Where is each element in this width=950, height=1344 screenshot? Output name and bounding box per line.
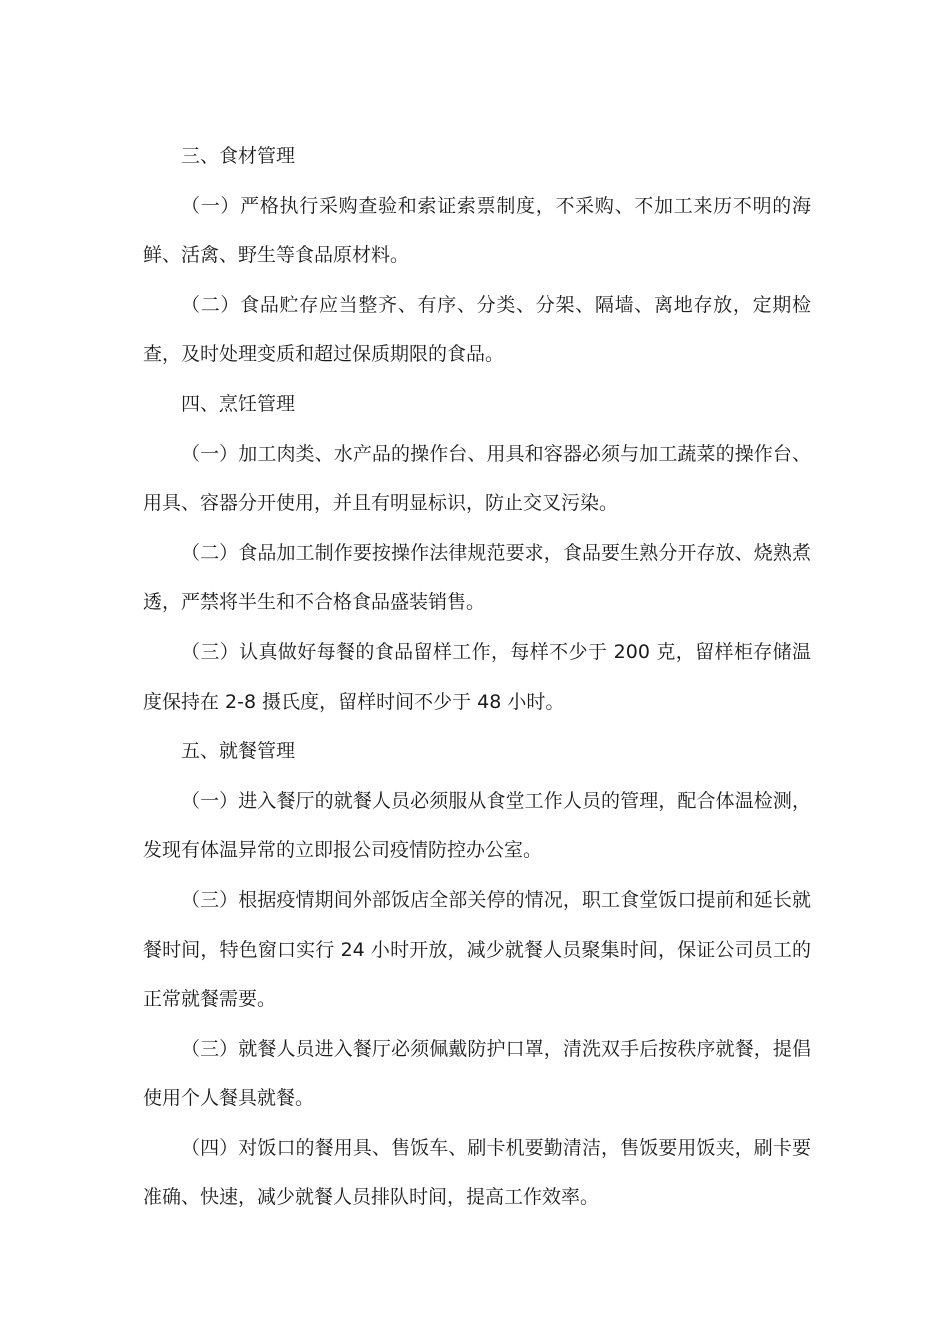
- paragraph: （三）就餐人员进入餐厅必须佩戴防护口罩，清洗双手后按秩序就餐，提倡使用个人餐具就餐。: [143, 1037, 811, 1110]
- section-heading-food-materials: 三、食材管理: [181, 145, 296, 167]
- paragraph: （一）加工肉类、水产品的操作台、用具和容器必须与加工蔬菜的操作台、用具、容器分开使用，并且有明显标识，防止交叉污染。: [143, 442, 811, 515]
- section-heading-cooking: 四、烹饪管理: [181, 392, 296, 415]
- paragraph: （一）进入餐厅的就餐人员必须服从食堂工作人员的管理，配合体温检测，发现有体温异常的立即报公司疫情防控办公室。: [143, 789, 811, 862]
- paragraph: （一）严格执行采购查验和索证索票制度，不采购、不加工来历不明的海鲜、活禽、野生等食品原材料。: [143, 194, 811, 267]
- paragraph: （二）食品贮存应当整齐、有序、分类、分架、隔墙、离地存放，定期检查，及时处理变质和超过保质期限的食品。: [143, 293, 811, 366]
- paragraph: （四）对饭口的餐用具、售饭车、刷卡机要勤清洁，售饭要用饭夹，刷卡要准确、快速，减少就餐人员排队时间，提高工作效率。: [143, 1136, 811, 1209]
- paragraph: （二）食品加工制作要按操作法律规范要求，食品要生熟分开存放、烧熟煮透，严禁将半生和不合格食品盛装销售。: [143, 541, 811, 614]
- document-body: [143, 132, 811, 1223]
- section-heading-dining: 五、就餐管理: [181, 740, 296, 763]
- paragraph: （三）根据疫情期间外部饭店全部关停的情况，职工食堂饭口提前和延长就餐时间，特色窗口实行 24 小时开放，减少就餐人员聚集时间，保证公司员工的正常就餐需要。: [143, 888, 811, 1011]
- paragraph: （三）认真做好每餐的食品留样工作，每样不少于 200 克，留样柜存储温度保持在 2-8 摄氏度，留样时间不少于 48 小时。: [143, 640, 811, 713]
